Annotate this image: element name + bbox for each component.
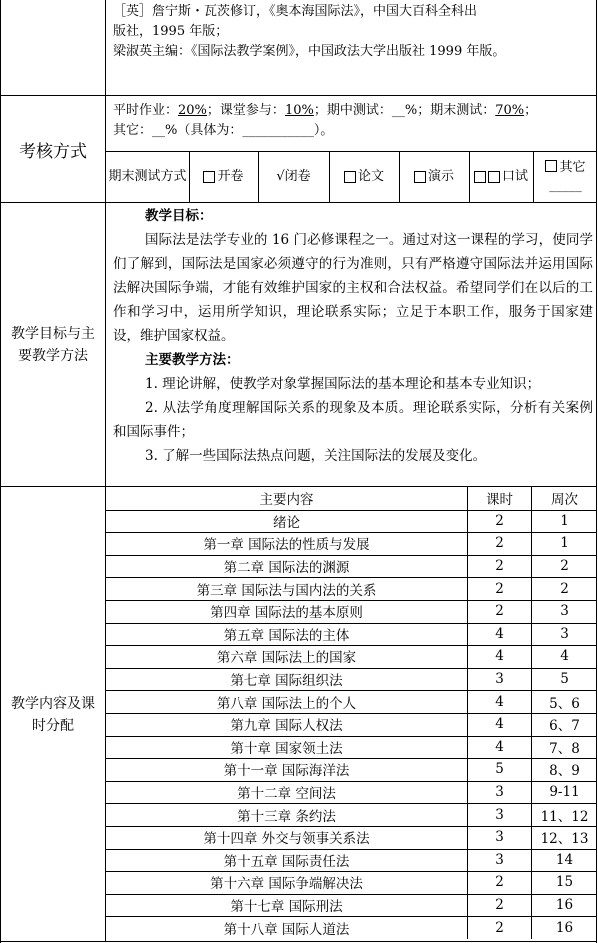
row-rule (106, 623, 597, 624)
row-content: 第十八章 国际人道法 (223, 921, 350, 938)
option-label: 论文 (357, 169, 384, 184)
option-label: 演示 (427, 169, 454, 184)
table-row (106, 690, 597, 713)
table-row (106, 894, 597, 917)
exam-method-label: 期末测试方式 (108, 169, 187, 184)
header-hours: 课时 (486, 492, 513, 509)
row-week: 6、7 (549, 718, 580, 735)
row-rule (106, 758, 597, 759)
table-row (106, 849, 597, 872)
row-hours: 3 (495, 829, 504, 846)
row-rule (106, 555, 597, 556)
table-row (106, 826, 597, 849)
row-rule (106, 803, 597, 804)
homework-weight: 20% (178, 103, 207, 118)
table-row (106, 510, 597, 533)
table-row (106, 577, 597, 600)
row-hours: 3 (495, 851, 504, 868)
checkbox-icon (344, 171, 356, 183)
checkmark-icon: √ (276, 169, 285, 184)
method-item: 2. 从法学角度理解国际关系的现象及本质。理论联系实际，分析有关案例和国际事件； (113, 400, 593, 440)
table-row (106, 645, 597, 668)
row-week: 7、8 (549, 740, 580, 757)
row-hours: 4 (495, 716, 504, 733)
table-row (106, 713, 597, 736)
final-weight: 70% (495, 103, 525, 118)
row-content: 第九章 国际人权法 (230, 718, 343, 735)
row-content: 第二章 国际法的渊源 (223, 560, 350, 577)
row-week: 1 (560, 535, 569, 552)
table-row (106, 916, 597, 939)
row-hours: 2 (495, 603, 504, 620)
option-label: 开卷 (217, 169, 244, 184)
row-content: 第六章 国际法上的国家 (216, 650, 357, 667)
row-hours: 3 (495, 806, 504, 823)
row-week: 3 (560, 625, 569, 642)
row-content: 第十一章 国际海洋法 (223, 763, 350, 780)
reference-line: 梁淑英主编：《国际法教学案例》，中国政法大学出版社 1999 年版。 (113, 44, 506, 59)
row-hours: 5 (495, 761, 504, 778)
reference-line: ［英］詹宁斯・瓦茨修订，《奥本海国际法》，中国大百科全科出 (113, 4, 478, 19)
content-label-text: 教学内容及课时分配 (11, 695, 95, 734)
row-content: 绪论 (273, 514, 300, 531)
row-content: 第十五章 国际责任法 (223, 853, 350, 870)
row-content: 第十二章 空间法 (237, 786, 336, 803)
table-row (106, 532, 597, 555)
option-paper[interactable] (330, 152, 398, 202)
checkbox-icon (545, 160, 557, 172)
row-week: 1 (560, 512, 569, 529)
row-rule (106, 668, 597, 669)
row-hours: 4 (495, 693, 504, 710)
row-week: 16 (555, 897, 574, 914)
row-content: 第八章 国际法上的个人 (216, 695, 357, 712)
row-week: 9-11 (549, 784, 580, 801)
weight-text: ；期中测试：__%；期末测试： (313, 103, 496, 118)
row-week: 3 (560, 603, 569, 620)
row-hours: 2 (495, 897, 504, 914)
goals-body (113, 204, 593, 468)
row-rule (106, 532, 597, 533)
row-week: 2 (560, 558, 569, 575)
row-hours: 2 (495, 558, 504, 575)
table-row (106, 668, 597, 691)
assessment-line-2: 其它：__%（具体为：___________）。 (113, 123, 334, 138)
checkbox-icon (414, 171, 426, 183)
row-week: 2 (560, 580, 569, 597)
row-week: 15 (555, 874, 574, 891)
row-rule (106, 826, 597, 827)
row-rule (106, 510, 597, 511)
table-row (106, 623, 597, 646)
row-hours: 4 (495, 738, 504, 755)
row-rule (106, 871, 597, 872)
goal-paragraph: 国际法是法学专业的 16 门必修课程之一。通过对这一课程的学习，使同学们了解到，国际法是国家必须遵守的行为准则，只有严格遵守国际法并运用国际法解决国际争端，才能有效维护国家的主权和合法权益。希望同学们在以后的工作和学习中，运用所学知识，理论联系实际；立足于本职工作，服务于国家建设，维护国家权益。 (113, 232, 593, 344)
row-rule (106, 916, 597, 917)
row-week: 8、9 (549, 763, 580, 780)
table-row (106, 555, 597, 578)
goal-heading: 教学目标： (145, 208, 213, 224)
assessment-weights (113, 101, 595, 141)
row-week: 5、6 (549, 695, 580, 712)
option-closed-book[interactable] (259, 152, 328, 202)
method-heading: 主要教学方法： (145, 352, 240, 368)
column-rule (531, 487, 532, 939)
goals-label-text: 教学目标与主要教学方法 (11, 325, 95, 364)
row-rule (106, 713, 597, 714)
table-header (106, 487, 597, 510)
assessment-label: 考核方式 (19, 141, 87, 162)
header-week: 周次 (551, 492, 578, 509)
table-row (106, 758, 597, 781)
row-content: 第十三章 条约法 (237, 808, 336, 825)
row-rule (106, 736, 597, 737)
row-week: 16 (555, 919, 574, 936)
row-rule (106, 645, 597, 646)
row-hours: 3 (495, 784, 504, 801)
method-item: 3. 了解一些国际法热点问题，关注国际法的发展及变化。 (145, 448, 487, 464)
row-week: 12、13 (540, 831, 589, 848)
exam-method-row (106, 152, 597, 203)
reference-line: 版社，1995 年版； (113, 24, 229, 39)
option-label: 闭卷 (284, 169, 311, 184)
row-content: 第十七章 国际刑法 (230, 899, 343, 916)
weight-text: ； (524, 103, 538, 118)
participation-weight: 10% (284, 103, 314, 118)
checkbox-icon (474, 171, 486, 183)
row-content: 第五章 国际法的主体 (223, 627, 350, 644)
row-rule (106, 690, 597, 691)
option-demo[interactable] (400, 152, 468, 202)
row-rule (106, 600, 597, 601)
table-row (106, 781, 597, 804)
row-week: 5 (560, 671, 569, 688)
row-hours: 2 (495, 580, 504, 597)
table-row (106, 803, 597, 826)
row-week: 14 (555, 851, 574, 868)
row-week: 11、12 (540, 808, 589, 825)
header-content: 主要内容 (259, 492, 314, 509)
row-rule (106, 849, 597, 850)
row-hours: 2 (495, 919, 504, 936)
other-blank: _____ (549, 178, 582, 193)
weight-text: 平时作业： (113, 103, 179, 118)
row-content: 第七章 国际组织法 (230, 673, 343, 690)
goals-label (1, 203, 105, 486)
row-content: 第四章 国际法的基本原则 (210, 605, 363, 622)
row-content: 第十章 国家领土法 (230, 740, 343, 757)
option-label: 口试 (501, 169, 528, 184)
row-hours: 2 (495, 874, 504, 891)
row-hours: 3 (495, 671, 504, 688)
method-item: 1. 理论讲解，使教学对象掌握国际法的基本理论和基本专业知识； (145, 376, 541, 392)
row-week: 4 (560, 648, 569, 665)
assessment-line-1 (113, 101, 595, 121)
row-content: 第三章 国际法与国内法的关系 (196, 582, 377, 599)
references-block (113, 2, 595, 62)
option-open-book[interactable] (190, 152, 257, 202)
checkbox-icon (488, 171, 500, 183)
row-hours: 4 (495, 648, 504, 665)
row-content: 第十四章 外交与领事关系法 (203, 831, 370, 848)
row-content: 第一章 国际法的性质与发展 (203, 537, 370, 554)
table-row (106, 736, 597, 759)
row-hours: 4 (495, 625, 504, 642)
weight-text: ；课堂参与： (206, 103, 285, 118)
row-content: 第十六章 国际争端解决法 (210, 876, 363, 893)
content-label (1, 487, 105, 942)
row-rule (106, 577, 597, 578)
option-other[interactable] (534, 152, 597, 202)
row-rule (106, 894, 597, 895)
table-row (106, 600, 597, 623)
checkbox-icon (203, 171, 215, 183)
row-hours: 2 (495, 512, 504, 529)
row-rule (106, 781, 597, 782)
row-hours: 2 (495, 535, 504, 552)
column-rule (467, 487, 468, 939)
option-oral[interactable] (470, 152, 532, 202)
option-label: 其它 (559, 160, 586, 175)
table-row (106, 871, 597, 894)
